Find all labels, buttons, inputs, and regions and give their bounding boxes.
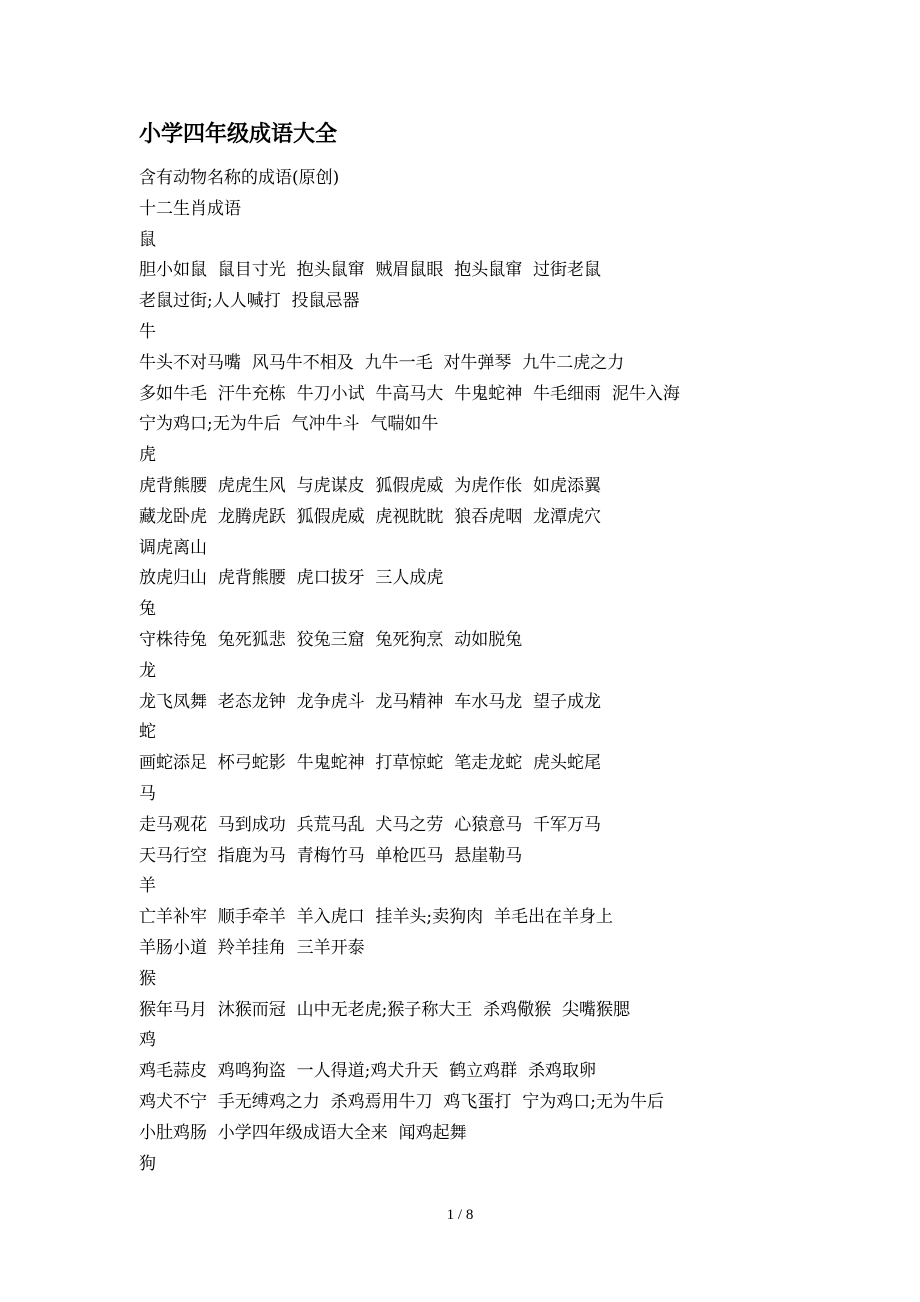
- text-line: 守株待兔 兔死狐悲 狡兔三窟 兔死狗烹 动如脱兔: [139, 629, 523, 650]
- text-line: 马: [139, 783, 156, 804]
- text-line: 狗: [139, 1153, 156, 1174]
- text-line: 鸡毛蒜皮 鸡鸣狗盗 一人得道;鸡犬升天 鹤立鸡群 杀鸡取卵: [139, 1061, 596, 1082]
- text-line: 亡羊补牢 顺手牵羊 羊入虎口 挂羊头;卖狗肉 羊毛出在羊身上: [139, 907, 613, 928]
- text-line: 虎: [139, 445, 156, 466]
- text-line: 天马行空 指鹿为马 青梅竹马 单枪匹马 悬崖勒马: [139, 845, 523, 866]
- text-line: 猴年马月 沐猴而冠 山中无老虎;猴子称大王 杀鸡儆猴 尖嘴猴腮: [139, 999, 630, 1020]
- text-line: 鼠: [139, 229, 156, 250]
- text-line: 龙飞凤舞 老态龙钟 龙争虎斗 龙马精神 车水马龙 望子成龙: [139, 691, 602, 712]
- text-line: 猴: [139, 968, 156, 989]
- text-line: 羊肠小道 羚羊挂角 三羊开泰: [139, 937, 365, 958]
- text-line: 宁为鸡口;无为牛后 气冲牛斗 气喘如牛: [139, 414, 439, 435]
- page-number: 1 / 8: [446, 1207, 474, 1223]
- text-line: 十二生肖成语: [139, 198, 241, 219]
- text-line: 老鼠过街;人人喊打 投鼠忌器: [139, 291, 360, 312]
- document-body: [139, 163, 879, 1179]
- text-line: 调虎离山: [139, 537, 207, 558]
- text-line: 走马观花 马到成功 兵荒马乱 犬马之劳 心猿意马 千军万马: [139, 814, 602, 835]
- text-line: 胆小如鼠 鼠目寸光 抱头鼠窜 贼眉鼠眼 抱头鼠窜 过街老鼠: [139, 260, 602, 281]
- document-title: 小学四年级成语大全: [139, 121, 338, 147]
- text-line: 画蛇添足 杯弓蛇影 牛鬼蛇神 打草惊蛇 笔走龙蛇 虎头蛇尾: [139, 753, 602, 774]
- text-line: 鸡犬不宁 手无缚鸡之力 杀鸡焉用牛刀 鸡飞蛋打 宁为鸡口;无为牛后: [139, 1091, 664, 1112]
- text-line: 小肚鸡肠 小学四年级成语大全来 闻鸡起舞: [139, 1122, 467, 1143]
- text-line: 蛇: [139, 722, 156, 743]
- text-line: 多如牛毛 汗牛充栋 牛刀小试 牛高马大 牛鬼蛇神 牛毛细雨 泥牛入海: [139, 383, 680, 404]
- text-line: 兔: [139, 599, 156, 620]
- text-line: 藏龙卧虎 龙腾虎跃 狐假虎威 虎视眈眈 狼吞虎咽 龙潭虎穴: [139, 506, 602, 527]
- text-line: 龙: [139, 660, 156, 681]
- text-line: 放虎归山 虎背熊腰 虎口拔牙 三人成虎: [139, 568, 444, 589]
- text-line: 羊: [139, 876, 156, 897]
- text-line: 含有动物名称的成语(原创): [139, 168, 340, 188]
- text-line: 虎背熊腰 虎虎生风 与虎谋皮 狐假虎威 为虎作伥 如虎添翼: [139, 475, 602, 496]
- text-line: 牛头不对马嘴 风马牛不相及 九牛一毛 对牛弹琴 九牛二虎之力: [139, 352, 625, 373]
- text-line: 牛: [139, 321, 156, 342]
- text-line: 鸡: [139, 1030, 156, 1051]
